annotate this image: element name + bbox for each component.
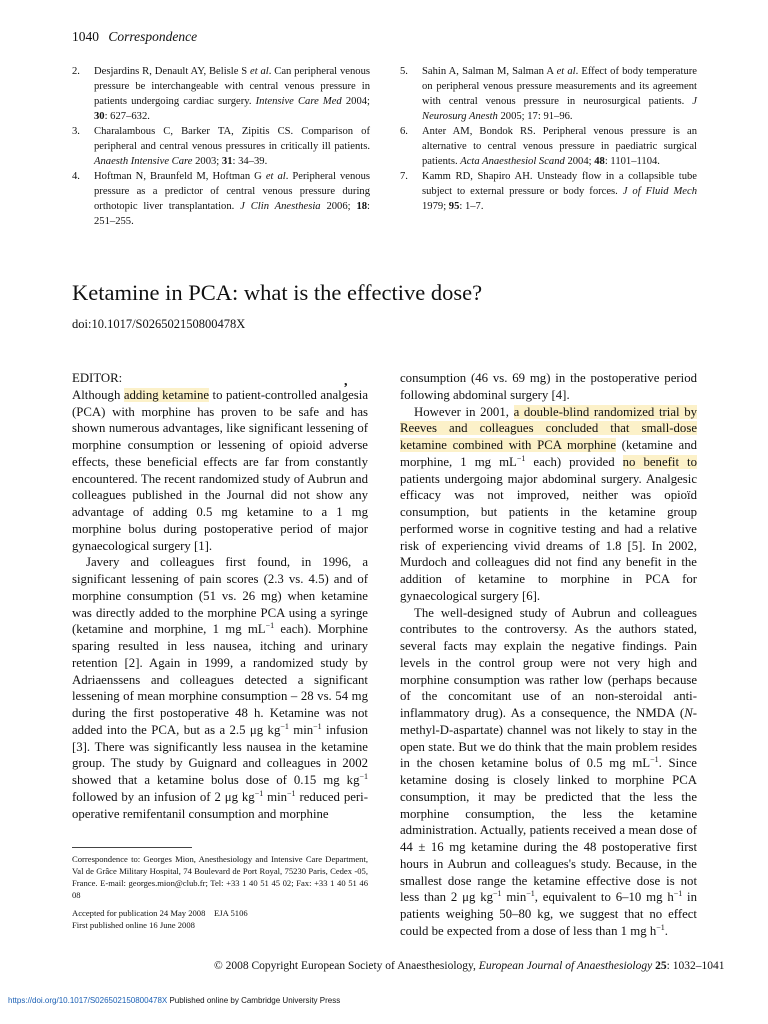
text-segment: followed by an infusion of 2 μg kg	[72, 789, 255, 804]
text-segment: −1	[673, 889, 683, 899]
text-segment: The well-designed study of Aubrun and colleagues contributes to the controversy. As the authors stated, several facts may explain the negative findings. Pain levels in the control group were not very high and morphine consumption was rather low (perhaps because of the concomitant use of an non-steroidal anti-inflammatory drug). As a consequence, the NMDA (	[400, 605, 697, 720]
text-segment: −1	[280, 721, 289, 731]
stray-mark: ,	[344, 374, 348, 389]
reference-list-right	[400, 64, 697, 214]
text-segment: : 1–7.	[459, 201, 484, 212]
text-segment: . Effect of body temperature on peripheral venous pressure measurements and its agreement with central venous pressure in neurosurgical patients.	[422, 66, 697, 107]
running-header	[72, 29, 197, 45]
text-segment: 1979;	[422, 201, 449, 212]
text-segment: © 2008 Copyright European Society of Anaesthesiology,	[214, 960, 479, 972]
text-segment: However in 2001,	[414, 404, 514, 419]
text-segment: 2005; 17: 91–96.	[497, 111, 573, 122]
text-segment: 48	[594, 156, 605, 167]
text-segment: : 251–255.	[94, 201, 370, 227]
text-segment: : 1101–1104.	[604, 156, 660, 167]
text-segment: J Clin Anesthesia	[240, 201, 321, 212]
text-segment: J of Fluid Mech	[622, 186, 697, 197]
text-segment: Charalambous C, Barker TA, Zipitis CS. Comparison of peripheral and central venous pressures in critically ill patients.	[94, 126, 370, 152]
text-segment: Hoftman N, Braunfeld M, Hoftman G	[94, 171, 266, 182]
text-segment: 2003;	[192, 156, 222, 167]
text-segment: min	[263, 789, 288, 804]
text-segment: reduced peri-operative remifentanil consumption and morphine	[72, 789, 368, 821]
text-segment: : 1032–1041	[666, 960, 725, 972]
text-segment: et al	[556, 66, 576, 77]
correspondence-note	[72, 853, 368, 931]
text-segment: Anter AM, Bondok RS. Peripheral venous pressure is an alternative to central venous pressure in paediatric surgical patients.	[422, 126, 697, 167]
text-segment: Anaesth Intensive Care	[94, 156, 193, 167]
text-segment: et al	[250, 66, 269, 77]
doi-link[interactable]: https://doi.org/10.1017/S026502150800478X	[8, 996, 168, 1005]
article-doi: doi:10.1017/S026502150800478X	[72, 317, 246, 331]
reference-number: 6.	[400, 126, 408, 137]
footer-text: Published online by Cambridge University Press	[167, 996, 341, 1005]
highlighted-text: a double-blind randomized trial by Reeves and colleagues concluded that small-dose ketamine combined with PCA morphine	[400, 404, 697, 452]
text-segment: min	[288, 722, 314, 737]
text-segment: (ketamine and morphine, 1 mg mL	[400, 438, 697, 469]
reference-number: 3.	[72, 126, 80, 137]
text-segment: 25	[655, 960, 667, 972]
text-segment: . Peripheral venous pressure as a predictor of central venous pressure during orthotopic liver transplantation.	[94, 171, 370, 212]
text-segment: . Can peripheral venous pressure be interchangeable with central venous pressure in patients undergoing cardiac surgery.	[94, 66, 370, 107]
reference-item	[72, 124, 370, 169]
reference-list-left	[72, 64, 370, 229]
text-segment: EDITOR:	[72, 371, 123, 385]
highlighted-text: no benefit to	[622, 454, 697, 469]
text-segment: Kamm RD, Shapiro AH. Unsteady flow in a collapsible tube subject to external pressure or body forces.	[422, 171, 697, 197]
text-segment: N	[684, 706, 693, 720]
text-segment: 2004;	[341, 96, 370, 107]
text-segment: -methyl-D-aspartate) channel was not likely to stay in the open state. But we do think that the main problem resides in the chosen ketamine bolus of 0.5 mg mL	[400, 706, 697, 771]
body-paragraph	[72, 387, 368, 555]
text-segment: 95	[448, 201, 460, 212]
text-segment: each) provided	[525, 454, 623, 469]
text-segment: 18	[356, 201, 368, 212]
reference-number: 4.	[72, 171, 80, 182]
text-segment: −1	[516, 453, 526, 463]
page-footer	[8, 996, 340, 1005]
reference-item	[400, 64, 697, 124]
text-segment: European Journal of Anaesthesiology	[478, 960, 653, 972]
text-segment: Desjardins R, Denault AY, Belisle S	[94, 66, 251, 77]
footnote-divider	[72, 847, 192, 848]
text-segment: 2006;	[320, 201, 357, 212]
text-segment: J Neurosurg Anesth	[422, 96, 697, 122]
page-number: 1040	[72, 29, 99, 44]
article-title: Ketamine in PCA: what is the effective dose?	[72, 280, 483, 305]
highlighted-text: adding ketamine	[123, 387, 210, 402]
text-segment: min	[501, 890, 527, 905]
text-segment: −1	[493, 889, 502, 899]
published-date: First published online 16 June 2008	[72, 920, 195, 930]
body-paragraph	[400, 404, 697, 605]
body-paragraph	[400, 370, 697, 404]
text-segment: −1	[526, 889, 535, 899]
body-paragraph	[72, 554, 368, 822]
text-segment: −1	[656, 922, 665, 932]
text-segment: patients undergoing major abdominal surgery. Analgesic efficacy was not improved, neither was opioïd consumption, but patients in the ketamine group performed worse in cognitive testing and had a relative risk of experiencing vivid dreams of 1.8 [5]. In 2002, Murdoch and colleagues did not find any benefit in the addition of ketamine to morphine in PCA for gynaecological surgery [6].	[400, 471, 697, 603]
text-segment: 31	[221, 156, 233, 167]
section-name: Correspondence	[108, 29, 198, 44]
reference-item	[400, 169, 697, 214]
text-segment: 2004;	[564, 156, 595, 167]
text-segment: in patients weighing 50–80 kg, we suggest that no effect could be expected from a dose of less than 1 mg h	[400, 890, 698, 938]
correspondence-address: Correspondence to: Georges Mion, Anesthesiology and Intensive Care Department, Val de Grâce Military Hospital, 74 Boulevard de Port Royal, 75230 Paris, Cedex -05, France. E-mail: georges.mion@club.fr; Tel: +33 1 40 51 45 02; Fax: +33 1 40 51 46 08	[72, 854, 368, 900]
body-paragraph	[400, 605, 697, 940]
reference-item	[72, 64, 370, 124]
text-segment: , equivalent to 6–10 mg h	[534, 890, 674, 905]
reference-number: 2.	[72, 66, 80, 77]
reference-number: 7.	[400, 171, 408, 182]
copyright-line	[214, 960, 724, 972]
text-segment: to patient-controlled analgesia (PCA) with morphine has proven to be safe and has shown numerous advantages, like significant lessening of morphine consumption or lessening of opioid adverse effects, these beneficial effects are far from constantly encountered. The recent randomized study of Aubrun and colleagues published in the Journal did not show any advantage of adding 0.5 mg ketamine to a 1 mg morphine bolus during postoperative period of major gynaecological surgery [1].	[72, 387, 369, 553]
text-segment: Sahin A, Salman M, Salman A	[422, 66, 557, 77]
text-segment: : 34–39.	[232, 156, 268, 167]
body-column-right	[400, 370, 697, 940]
accepted-date: Accepted for publication 24 May 2008 EJA 5106	[72, 908, 248, 918]
text-segment: −1	[359, 772, 368, 781]
text-segment: −1	[650, 755, 659, 765]
text-segment: : 627–632.	[104, 111, 150, 122]
text-segment: .	[664, 923, 668, 938]
text-segment: each). Morphine sparing resulted in less nausea, itching and urinary retention [2]. Again in 1999, a randomized study by Adriaenssens and colleagues detected a significant lessening of mean morphine consumption – 28 vs. 54 mg during the first postoperative 48 h. Ketamine was not added into the PCA, but as a 2.5 μg kg	[72, 622, 368, 737]
reference-item	[72, 169, 370, 229]
body-column-left	[72, 370, 368, 822]
text-segment: Intensive Care Med	[255, 96, 342, 107]
reference-item	[400, 124, 697, 169]
text-segment: −1	[313, 721, 322, 731]
text-segment: −1	[265, 621, 275, 631]
body-paragraph	[72, 370, 368, 387]
text-segment: et al	[265, 171, 286, 182]
text-segment: consumption (46 vs. 69 mg) in the postoperative period following abdominal surgery [4].	[400, 371, 697, 402]
reference-number: 5.	[400, 66, 408, 77]
text-segment: 30	[94, 111, 105, 122]
text-segment: infusion [3]. There was significantly less nausea in the ketamine group. The study by Guignard and colleagues in 2002 showed that a ketamine bolus dose of 0.15 mg kg	[72, 722, 368, 787]
text-segment: Acta Anaesthesiol Scand	[460, 156, 565, 167]
text-segment: Although	[72, 387, 124, 402]
text-segment: . Since ketamine dosing is closely linked to morphine PCA consumption, it may be predicted that the less the morphine consumption, the less the ketamine administration. Actually, patients received a mean dose of 44 ± 16 mg ketamine during the 48 postoperative first hours in Aubrun and colleagues's study. Because, in the smallest dose range the ketamine effective dose is not less than 2 μg kg	[400, 756, 697, 905]
text-segment: −1	[254, 788, 264, 798]
text-segment: −1	[287, 788, 296, 798]
text-segment: Javery and colleagues first found, in 1996, a significant lessening of pain scores (2.3 vs. 4.5) and of morphine consumption (51 vs. 26 mg) when ketamine was directly added to the morphine PCA using a syringe (ketamine and morphine, 1 mg mL	[72, 555, 368, 637]
